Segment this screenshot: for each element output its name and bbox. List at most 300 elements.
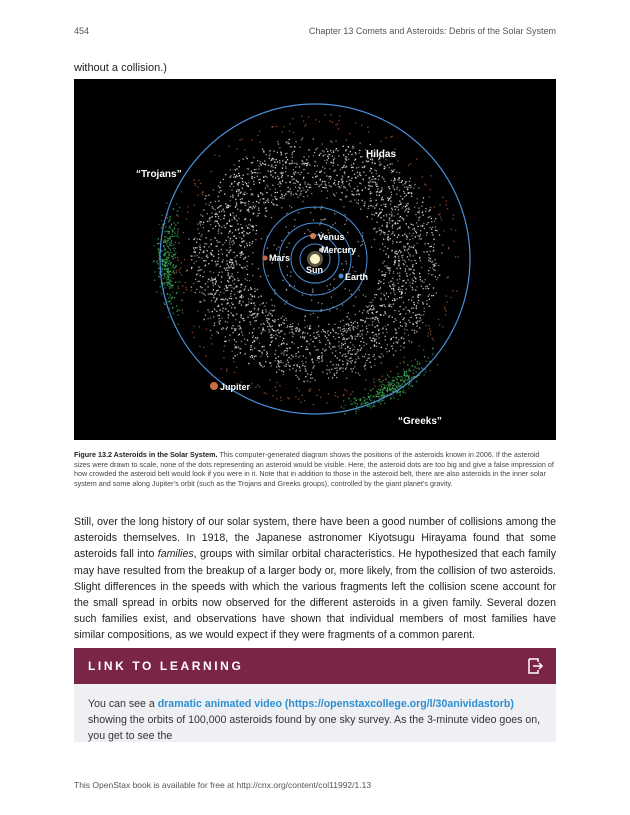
main-belt-asteroid bbox=[356, 167, 357, 168]
main-belt-asteroid bbox=[305, 371, 306, 372]
greek-asteroid bbox=[358, 399, 359, 400]
main-belt-asteroid bbox=[418, 294, 419, 295]
hilda-asteroid bbox=[443, 326, 444, 327]
main-belt-asteroid bbox=[398, 328, 399, 329]
main-belt-asteroid bbox=[392, 241, 393, 242]
main-belt-asteroid bbox=[281, 353, 282, 354]
trojan-asteroid bbox=[176, 203, 177, 204]
main-belt-asteroid bbox=[245, 202, 246, 203]
inner-asteroid bbox=[299, 195, 300, 196]
main-belt-asteroid bbox=[236, 263, 237, 264]
main-belt-asteroid bbox=[218, 318, 219, 319]
main-belt-asteroid bbox=[394, 235, 395, 236]
main-belt-asteroid bbox=[234, 307, 235, 308]
trojan-asteroid bbox=[158, 243, 159, 244]
main-belt-asteroid bbox=[403, 247, 404, 248]
main-belt-asteroid bbox=[242, 254, 243, 255]
main-belt-asteroid bbox=[400, 196, 401, 197]
greek-asteroid bbox=[429, 370, 430, 371]
main-belt-asteroid bbox=[244, 192, 245, 193]
main-belt-asteroid bbox=[416, 232, 417, 233]
inner-asteroid bbox=[374, 239, 375, 240]
main-belt-asteroid bbox=[313, 341, 314, 342]
main-belt-asteroid bbox=[204, 265, 205, 266]
main-belt-asteroid bbox=[322, 359, 323, 360]
main-belt-asteroid bbox=[388, 270, 389, 271]
main-belt-asteroid bbox=[391, 170, 392, 171]
trojan-asteroid bbox=[162, 259, 163, 260]
main-belt-asteroid bbox=[355, 177, 356, 178]
main-belt-asteroid bbox=[357, 322, 358, 323]
main-belt-asteroid bbox=[197, 255, 198, 256]
venus-planet bbox=[310, 233, 316, 239]
main-belt-asteroid bbox=[426, 303, 427, 304]
main-belt-asteroid bbox=[427, 286, 428, 287]
main-belt-asteroid bbox=[397, 223, 398, 224]
trojan-asteroid bbox=[170, 264, 171, 265]
main-belt-asteroid bbox=[368, 324, 369, 325]
main-belt-asteroid bbox=[299, 366, 300, 367]
main-belt-asteroid bbox=[205, 195, 206, 196]
main-belt-asteroid bbox=[290, 146, 291, 147]
trojan-asteroid bbox=[170, 294, 171, 295]
main-belt-asteroid bbox=[321, 191, 322, 192]
main-belt-asteroid bbox=[281, 330, 282, 331]
main-belt-asteroid bbox=[239, 253, 240, 254]
main-belt-asteroid bbox=[379, 228, 380, 229]
hilda-asteroid bbox=[181, 262, 182, 263]
main-belt-asteroid bbox=[213, 285, 214, 286]
main-belt-asteroid bbox=[282, 362, 283, 363]
main-belt-asteroid bbox=[311, 359, 312, 360]
main-belt-asteroid bbox=[219, 310, 220, 311]
main-belt-asteroid bbox=[229, 278, 230, 279]
inner-asteroid bbox=[288, 232, 289, 233]
main-belt-asteroid bbox=[376, 346, 377, 347]
main-belt-asteroid bbox=[417, 320, 418, 321]
main-belt-asteroid bbox=[285, 166, 286, 167]
inner-asteroid bbox=[353, 305, 354, 306]
main-belt-asteroid bbox=[370, 185, 371, 186]
trojan-asteroid bbox=[175, 282, 176, 283]
main-belt-asteroid bbox=[407, 250, 408, 251]
main-belt-asteroid bbox=[396, 251, 397, 252]
hilda-asteroid bbox=[317, 395, 318, 396]
main-belt-asteroid bbox=[300, 368, 301, 369]
trojan-asteroid bbox=[174, 228, 175, 229]
main-belt-asteroid bbox=[199, 269, 200, 270]
main-belt-asteroid bbox=[386, 329, 387, 330]
hilda-asteroid bbox=[397, 366, 398, 367]
main-belt-asteroid bbox=[405, 282, 406, 283]
main-belt-asteroid bbox=[406, 329, 407, 330]
main-belt-asteroid bbox=[282, 175, 283, 176]
main-belt-asteroid bbox=[266, 318, 267, 319]
main-belt-asteroid bbox=[239, 348, 240, 349]
main-belt-asteroid bbox=[280, 172, 281, 173]
trojan-asteroid bbox=[172, 236, 173, 237]
main-belt-asteroid bbox=[318, 331, 319, 332]
main-belt-asteroid bbox=[250, 294, 251, 295]
trojan-asteroid bbox=[168, 221, 169, 222]
main-belt-asteroid bbox=[368, 354, 369, 355]
caption-text: This computer-generated diagram shows the positions of the asteroids known in 2006. If the asteroid sizes were drawn to scale, none of the dots representing an asteroid would be visible. Here, the asteroid dots are too big and give a false impression of how crowded the asteroid belt would look if you were in it. Note that in addition to those in the asteroid belt, there are also asteroids in the inner solar system and some along Jupiter’s orbit (such as the Trojans and Greeks groups), controlled by the giant planet’s gravity. bbox=[74, 450, 554, 488]
main-belt-asteroid bbox=[372, 300, 373, 301]
main-belt-asteroid bbox=[404, 234, 405, 235]
main-belt-asteroid bbox=[217, 306, 218, 307]
main-belt-asteroid bbox=[401, 291, 402, 292]
main-belt-asteroid bbox=[285, 162, 286, 163]
main-belt-asteroid bbox=[351, 178, 352, 179]
main-belt-asteroid bbox=[408, 335, 409, 336]
main-belt-asteroid bbox=[232, 351, 233, 352]
inner-asteroid bbox=[346, 220, 347, 221]
main-belt-asteroid bbox=[376, 170, 377, 171]
main-belt-asteroid bbox=[233, 277, 234, 278]
main-belt-asteroid bbox=[236, 191, 237, 192]
greek-asteroid bbox=[356, 400, 357, 401]
main-belt-asteroid bbox=[344, 161, 345, 162]
main-belt-asteroid bbox=[399, 204, 400, 205]
inner-asteroid bbox=[286, 301, 287, 302]
main-belt-asteroid bbox=[242, 335, 243, 336]
main-belt-asteroid bbox=[349, 350, 350, 351]
greek-asteroid bbox=[378, 394, 379, 395]
trojan-asteroid bbox=[173, 278, 174, 279]
inner-asteroid bbox=[310, 231, 311, 232]
main-belt-asteroid bbox=[404, 187, 405, 188]
main-belt-asteroid bbox=[430, 267, 431, 268]
main-belt-asteroid bbox=[328, 158, 329, 159]
main-belt-asteroid bbox=[336, 140, 337, 141]
main-belt-asteroid bbox=[377, 318, 378, 319]
main-belt-asteroid bbox=[273, 321, 274, 322]
trojan-asteroid bbox=[171, 245, 172, 246]
main-belt-asteroid bbox=[417, 325, 418, 326]
main-belt-asteroid bbox=[334, 346, 335, 347]
main-belt-asteroid bbox=[237, 183, 238, 184]
main-belt-asteroid bbox=[243, 301, 244, 302]
main-belt-asteroid bbox=[240, 245, 241, 246]
hilda-asteroid bbox=[182, 286, 183, 287]
main-belt-asteroid bbox=[217, 315, 218, 316]
greek-asteroid bbox=[378, 392, 379, 393]
main-belt-asteroid bbox=[266, 185, 267, 186]
hilda-asteroid bbox=[228, 145, 229, 146]
main-belt-asteroid bbox=[225, 341, 226, 342]
main-belt-asteroid bbox=[207, 281, 208, 282]
main-belt-asteroid bbox=[263, 302, 264, 303]
main-belt-asteroid bbox=[292, 336, 293, 337]
main-belt-asteroid bbox=[333, 364, 334, 365]
main-belt-asteroid bbox=[326, 187, 327, 188]
main-belt-asteroid bbox=[399, 278, 400, 279]
hilda-asteroid bbox=[297, 388, 298, 389]
main-belt-asteroid bbox=[229, 244, 230, 245]
main-belt-asteroid bbox=[396, 242, 397, 243]
main-belt-asteroid bbox=[321, 355, 322, 356]
main-belt-asteroid bbox=[414, 277, 415, 278]
main-belt-asteroid bbox=[310, 378, 311, 379]
main-belt-asteroid bbox=[342, 361, 343, 362]
greek-asteroid bbox=[392, 380, 393, 381]
trojan-asteroid bbox=[169, 288, 170, 289]
main-belt-asteroid bbox=[221, 249, 222, 250]
inner-asteroid bbox=[294, 226, 295, 227]
greek-asteroid bbox=[380, 401, 381, 402]
main-belt-asteroid bbox=[244, 246, 245, 247]
main-belt-asteroid bbox=[201, 287, 202, 288]
main-belt-asteroid bbox=[291, 154, 292, 155]
main-belt-asteroid bbox=[227, 322, 228, 323]
main-belt-asteroid bbox=[241, 297, 242, 298]
main-belt-asteroid bbox=[413, 312, 414, 313]
main-belt-asteroid bbox=[243, 184, 244, 185]
main-belt-asteroid bbox=[376, 342, 377, 343]
main-belt-asteroid bbox=[416, 323, 417, 324]
main-belt-asteroid bbox=[375, 178, 376, 179]
main-belt-asteroid bbox=[381, 347, 382, 348]
main-belt-asteroid bbox=[397, 342, 398, 343]
main-belt-asteroid bbox=[218, 233, 219, 234]
hilda-asteroid bbox=[453, 215, 454, 216]
main-belt-asteroid bbox=[278, 143, 279, 144]
main-belt-asteroid bbox=[382, 197, 383, 198]
main-belt-asteroid bbox=[272, 199, 273, 200]
main-belt-asteroid bbox=[272, 325, 273, 326]
mars-planet bbox=[263, 256, 268, 261]
main-belt-asteroid bbox=[231, 190, 232, 191]
hilda-asteroid bbox=[313, 404, 314, 405]
hilda-asteroid bbox=[177, 231, 178, 232]
main-belt-asteroid bbox=[426, 251, 427, 252]
main-belt-asteroid bbox=[290, 324, 291, 325]
main-belt-asteroid bbox=[428, 257, 429, 258]
main-belt-asteroid bbox=[243, 240, 244, 241]
main-belt-asteroid bbox=[303, 163, 304, 164]
inner-asteroid bbox=[363, 310, 364, 311]
main-belt-asteroid bbox=[265, 164, 266, 165]
main-belt-asteroid bbox=[358, 203, 359, 204]
hilda-asteroid bbox=[430, 175, 431, 176]
main-belt-asteroid bbox=[299, 188, 300, 189]
main-belt-asteroid bbox=[291, 179, 292, 180]
main-belt-asteroid bbox=[307, 189, 308, 190]
main-belt-asteroid bbox=[218, 258, 219, 259]
main-belt-asteroid bbox=[221, 211, 222, 212]
main-belt-asteroid bbox=[381, 353, 382, 354]
main-belt-asteroid bbox=[258, 215, 259, 216]
main-belt-asteroid bbox=[241, 341, 242, 342]
trojan-asteroid bbox=[158, 268, 159, 269]
main-belt-asteroid bbox=[190, 255, 191, 256]
main-belt-asteroid bbox=[294, 174, 295, 175]
main-belt-asteroid bbox=[279, 160, 280, 161]
greek-asteroid bbox=[376, 396, 377, 397]
main-belt-asteroid bbox=[428, 259, 429, 260]
main-belt-asteroid bbox=[199, 239, 200, 240]
main-belt-asteroid bbox=[352, 360, 353, 361]
main-belt-asteroid bbox=[274, 162, 275, 163]
main-belt-asteroid bbox=[406, 236, 407, 237]
main-belt-asteroid bbox=[408, 320, 409, 321]
main-belt-asteroid bbox=[237, 278, 238, 279]
greek-asteroid bbox=[404, 373, 405, 374]
main-belt-asteroid bbox=[268, 171, 269, 172]
main-belt-asteroid bbox=[303, 381, 304, 382]
inner-asteroid bbox=[310, 314, 311, 315]
main-belt-asteroid bbox=[253, 335, 254, 336]
main-belt-asteroid bbox=[431, 232, 432, 233]
main-belt-asteroid bbox=[360, 336, 361, 337]
main-belt-asteroid bbox=[363, 172, 364, 173]
main-belt-asteroid bbox=[289, 143, 290, 144]
main-belt-asteroid bbox=[326, 185, 327, 186]
trojan-asteroid bbox=[164, 276, 165, 277]
main-belt-asteroid bbox=[312, 377, 313, 378]
main-belt-asteroid bbox=[215, 209, 216, 210]
main-belt-asteroid bbox=[215, 261, 216, 262]
hilda-asteroid bbox=[195, 185, 196, 186]
main-belt-asteroid bbox=[259, 161, 260, 162]
hilda-asteroid bbox=[330, 120, 331, 121]
trojan-asteroid bbox=[177, 257, 178, 258]
main-belt-asteroid bbox=[390, 281, 391, 282]
main-belt-asteroid bbox=[355, 327, 356, 328]
main-belt-asteroid bbox=[236, 202, 237, 203]
sun-label: Sun bbox=[306, 265, 323, 275]
main-belt-asteroid bbox=[216, 220, 217, 221]
main-belt-asteroid bbox=[338, 186, 339, 187]
main-belt-asteroid bbox=[191, 286, 192, 287]
main-belt-asteroid bbox=[251, 311, 252, 312]
hilda-asteroid bbox=[440, 217, 441, 218]
main-belt-asteroid bbox=[336, 148, 337, 149]
main-belt-asteroid bbox=[411, 342, 412, 343]
main-belt-asteroid bbox=[250, 189, 251, 190]
main-belt-asteroid bbox=[433, 295, 434, 296]
main-belt-asteroid bbox=[407, 256, 408, 257]
main-belt-asteroid bbox=[357, 328, 358, 329]
main-belt-asteroid bbox=[394, 215, 395, 216]
main-belt-asteroid bbox=[222, 209, 223, 210]
main-belt-asteroid bbox=[360, 330, 361, 331]
main-belt-asteroid bbox=[343, 186, 344, 187]
main-belt-asteroid bbox=[423, 282, 424, 283]
main-belt-asteroid bbox=[422, 202, 423, 203]
trojan-asteroid bbox=[161, 259, 162, 260]
main-belt-asteroid bbox=[332, 165, 333, 166]
main-belt-asteroid bbox=[348, 147, 349, 148]
external-link-icon[interactable] bbox=[526, 657, 544, 675]
main-belt-asteroid bbox=[249, 242, 250, 243]
main-belt-asteroid bbox=[266, 311, 267, 312]
trojan-asteroid bbox=[177, 324, 178, 325]
main-belt-asteroid bbox=[433, 264, 434, 265]
main-belt-asteroid bbox=[236, 189, 237, 190]
main-belt-asteroid bbox=[293, 356, 294, 357]
main-belt-asteroid bbox=[207, 286, 208, 287]
main-belt-asteroid bbox=[263, 346, 264, 347]
main-belt-asteroid bbox=[363, 345, 364, 346]
greek-asteroid bbox=[403, 369, 404, 370]
main-belt-asteroid bbox=[433, 247, 434, 248]
main-belt-asteroid bbox=[405, 307, 406, 308]
main-belt-asteroid bbox=[334, 158, 335, 159]
hilda-asteroid bbox=[184, 259, 185, 260]
main-belt-asteroid bbox=[277, 205, 278, 206]
main-belt-asteroid bbox=[411, 185, 412, 186]
main-belt-asteroid bbox=[414, 260, 415, 261]
trojan-asteroid bbox=[167, 231, 168, 232]
main-belt-asteroid bbox=[266, 200, 267, 201]
trojan-asteroid bbox=[172, 307, 173, 308]
trojan-asteroid bbox=[166, 277, 167, 278]
inner-asteroid bbox=[278, 247, 279, 248]
main-belt-asteroid bbox=[301, 139, 302, 140]
main-belt-asteroid bbox=[398, 289, 399, 290]
trojan-asteroid bbox=[168, 263, 169, 264]
main-belt-asteroid bbox=[248, 290, 249, 291]
main-belt-asteroid bbox=[254, 296, 255, 297]
hilda-asteroid bbox=[447, 302, 448, 303]
main-belt-asteroid bbox=[222, 244, 223, 245]
greek-asteroid bbox=[374, 396, 375, 397]
hilda-asteroid bbox=[350, 394, 351, 395]
main-belt-asteroid bbox=[294, 183, 295, 184]
hilda-asteroid bbox=[428, 332, 429, 333]
hilda-asteroid bbox=[276, 390, 277, 391]
main-belt-asteroid bbox=[236, 205, 237, 206]
greek-asteroid bbox=[408, 376, 409, 377]
main-belt-asteroid bbox=[347, 316, 348, 317]
inner-asteroid bbox=[282, 316, 283, 317]
greek-asteroid bbox=[341, 406, 342, 407]
main-belt-asteroid bbox=[329, 342, 330, 343]
main-belt-asteroid bbox=[265, 361, 266, 362]
main-belt-asteroid bbox=[264, 160, 265, 161]
main-belt-asteroid bbox=[295, 162, 296, 163]
main-belt-asteroid bbox=[229, 247, 230, 248]
main-belt-asteroid bbox=[383, 215, 384, 216]
main-belt-asteroid bbox=[255, 169, 256, 170]
main-belt-asteroid bbox=[402, 257, 403, 258]
hilda-asteroid bbox=[337, 123, 338, 124]
main-belt-asteroid bbox=[304, 332, 305, 333]
main-belt-asteroid bbox=[219, 272, 220, 273]
main-belt-asteroid bbox=[422, 302, 423, 303]
main-belt-asteroid bbox=[333, 163, 334, 164]
trojan-asteroid bbox=[157, 243, 158, 244]
video-link[interactable]: dramatic animated video (https://openstaxcollege.org/l/30anividastorb) bbox=[157, 698, 514, 710]
main-belt-asteroid bbox=[370, 144, 371, 145]
main-belt-asteroid bbox=[303, 177, 304, 178]
main-belt-asteroid bbox=[309, 352, 310, 353]
main-belt-asteroid bbox=[404, 183, 405, 184]
main-belt-asteroid bbox=[386, 332, 387, 333]
main-belt-asteroid bbox=[326, 369, 327, 370]
main-belt-asteroid bbox=[370, 170, 371, 171]
main-belt-asteroid bbox=[346, 157, 347, 158]
main-belt-asteroid bbox=[311, 193, 312, 194]
main-belt-asteroid bbox=[339, 187, 340, 188]
main-belt-asteroid bbox=[399, 220, 400, 221]
greek-asteroid bbox=[380, 390, 381, 391]
trojan-asteroid bbox=[163, 302, 164, 303]
main-belt-asteroid bbox=[418, 300, 419, 301]
main-belt-asteroid bbox=[371, 200, 372, 201]
main-belt-asteroid bbox=[339, 360, 340, 361]
